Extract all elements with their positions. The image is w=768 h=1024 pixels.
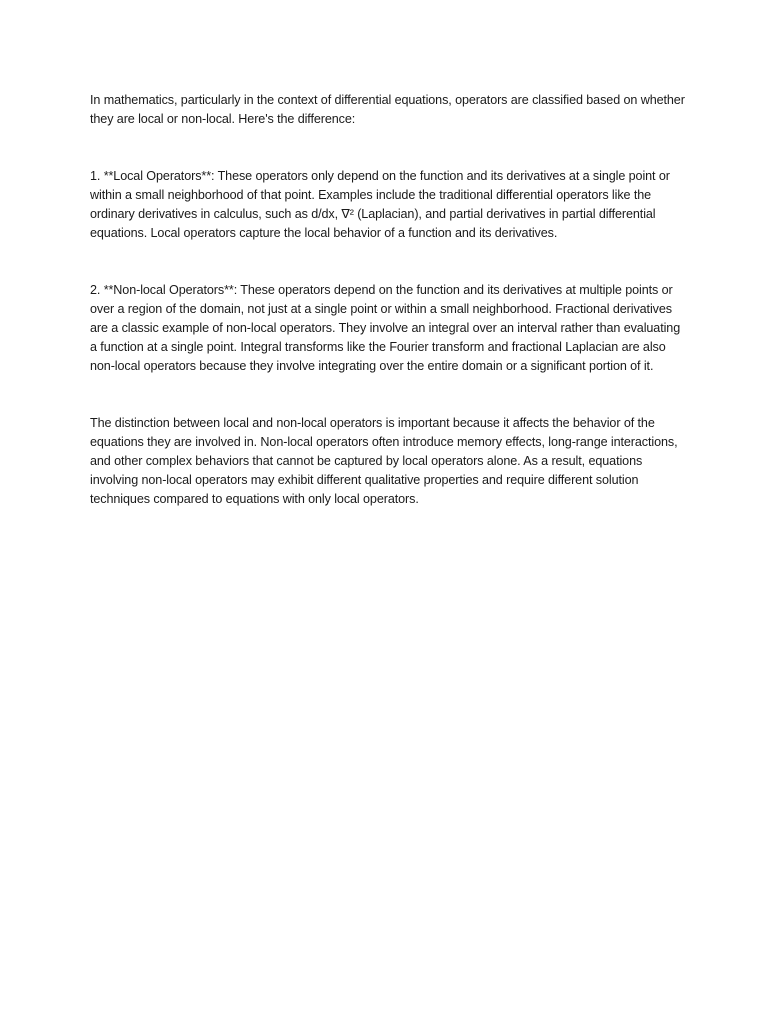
conclusion-paragraph: The distinction between local and non-local operators is important because it affects the behavior of the equations they are involved in. Non-local operators often introduce memory effects, long-range interactions, and other complex behaviors that cannot be captured by local operators alone. As a result, equations involving non-local operators may exhibit different qualitative properties and require different solution techniques compared to equations with only local operators. [90,416,678,506]
local-operators-paragraph: 1. **Local Operators**: These operators only depend on the function and its derivatives at a single point or within a small neighborhood of that point. Examples include the traditional differential operators like the ordinary derivatives in calculus, such as d/dx, ∇² (Laplacian), and partial derivatives in partial differential equations. Local operators capture the local behavior of a function and its derivatives. [90,169,670,240]
non-local-operators-paragraph: 2. **Non-local Operators**: These operators depend on the function and its derivatives at multiple points or over a region of the domain, not just at a single point or within a small neighborhood. Fractional derivatives are a classic example of non-local operators. They involve an integral over an interval rather than evaluating a function at a single point. Integral transforms like the Fourier transform and fractional Laplacian are also non-local operators because they involve integrating over the entire domain or a significant portion of it. [90,283,681,373]
intro-paragraph: In mathematics, particularly in the context of differential equations, operators are classified based on whether they are local or non-local. Here's the difference: [90,93,685,126]
document-body [90,91,690,509]
